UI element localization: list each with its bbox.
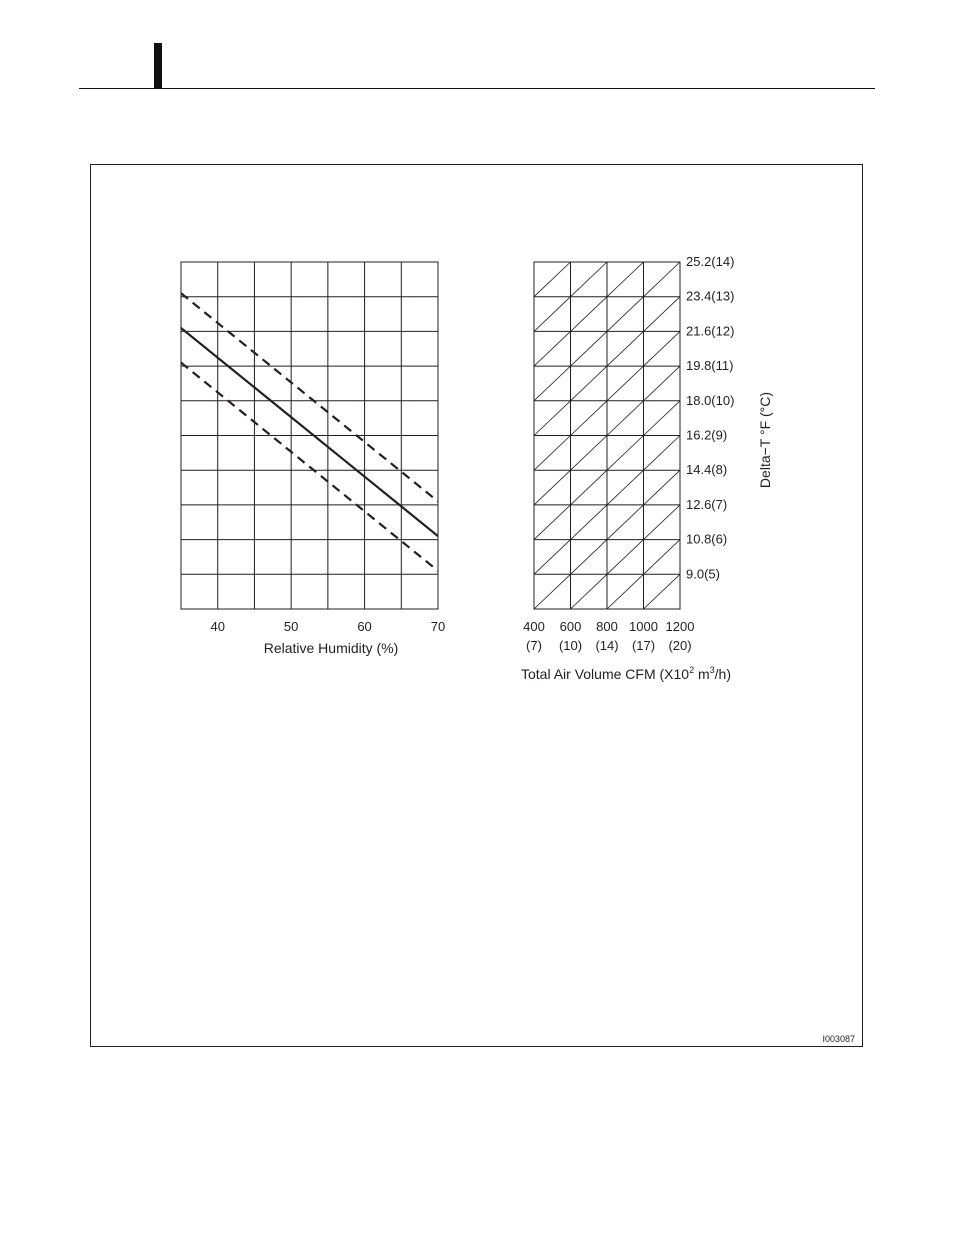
hatch-line (607, 262, 644, 297)
hatch-line (534, 401, 571, 436)
x-tick-label: 1000 (629, 619, 658, 634)
hatch-line (607, 574, 644, 609)
hatch-line (644, 540, 681, 575)
x-axis-label (521, 665, 731, 682)
y-axis-label: Delta−T °F (°C) (757, 391, 773, 489)
hatch-line (534, 505, 571, 540)
hatch-line (607, 436, 644, 471)
hatch-line (644, 331, 681, 366)
hatch-line (607, 401, 644, 436)
hatch-line (571, 540, 608, 575)
humidity-chart (181, 262, 445, 656)
x-tick-label: 40 (210, 619, 225, 634)
y-tick-label: 10.8(6) (686, 531, 728, 547)
y-tick-label: 23.4(13) (686, 288, 735, 304)
y-tick-label: 12.6(7) (686, 496, 728, 512)
x-tick-label-metric: (20) (668, 638, 692, 653)
y-tick-label: 16.2(9) (686, 427, 728, 443)
hatch-line (607, 470, 644, 505)
x-tick-label: 800 (596, 619, 618, 634)
hatch-line (644, 436, 681, 471)
hatch-line (534, 436, 571, 471)
x-tick-label-metric: (7) (526, 638, 542, 653)
figure-id: I003087 (822, 1034, 855, 1044)
x-tick-label-metric: (10) (558, 638, 583, 653)
hatch-line (644, 297, 681, 332)
x-axis-label-part: Total Air Volume CFM (X10 (521, 666, 690, 682)
y-tick-label: 14.4(8) (686, 462, 728, 478)
x-tick-label: 70 (430, 619, 446, 634)
hatch-line (571, 470, 608, 505)
y-tick-label: 19.8(11) (686, 358, 734, 374)
hatch-line (644, 505, 681, 540)
x-tick-label: 1200 (665, 619, 695, 634)
x-tick-label: 600 (559, 619, 582, 634)
hatch-line (571, 262, 608, 297)
hatch-line (571, 574, 608, 609)
x-tick-label-metric: (14) (595, 638, 619, 653)
hatch-line (534, 262, 571, 297)
hatch-line (571, 436, 608, 471)
hatch-line (644, 470, 681, 505)
hatch-line (571, 366, 608, 401)
hatch-line (534, 297, 571, 332)
hatch-line (571, 297, 608, 332)
x-axis-label-superscript: 3 (709, 665, 715, 675)
hatch-line (571, 401, 608, 436)
x-axis-label: Relative Humidity (%) (263, 640, 399, 656)
y-tick-label: 21.6(12) (686, 323, 735, 339)
x-axis-label-part: m (694, 666, 710, 682)
air-volume-chart (521, 254, 773, 682)
hatch-line (534, 366, 571, 401)
hatch-line (644, 366, 681, 401)
series-group (181, 293, 438, 571)
hatch-line (571, 505, 608, 540)
hatch-line (644, 262, 681, 297)
hatch-line (644, 574, 681, 609)
x-tick-label: 60 (357, 619, 372, 634)
x-tick-label: 400 (523, 619, 545, 634)
hatch-line (534, 540, 571, 575)
y-tick-label: 18.0(10) (686, 392, 735, 408)
hatch-line (534, 574, 571, 609)
hatch-line (607, 366, 644, 401)
x-axis-label-superscript: 2 (689, 665, 695, 675)
y-tick-label: 25.2(14) (686, 254, 735, 269)
y-tick-label: 9.0(5) (686, 566, 720, 582)
hatch-line (534, 331, 571, 366)
x-tick-label: 50 (283, 619, 299, 634)
hatch-line (534, 470, 571, 505)
hatch-line (607, 540, 644, 575)
hatch-line (607, 505, 644, 540)
hatch-line (571, 331, 608, 366)
x-axis-label-part: /h) (714, 666, 731, 682)
hatch-line (644, 401, 681, 436)
hatch-line (607, 297, 644, 332)
x-tick-label-metric: (17) (631, 638, 656, 653)
hatch-line (607, 331, 644, 366)
